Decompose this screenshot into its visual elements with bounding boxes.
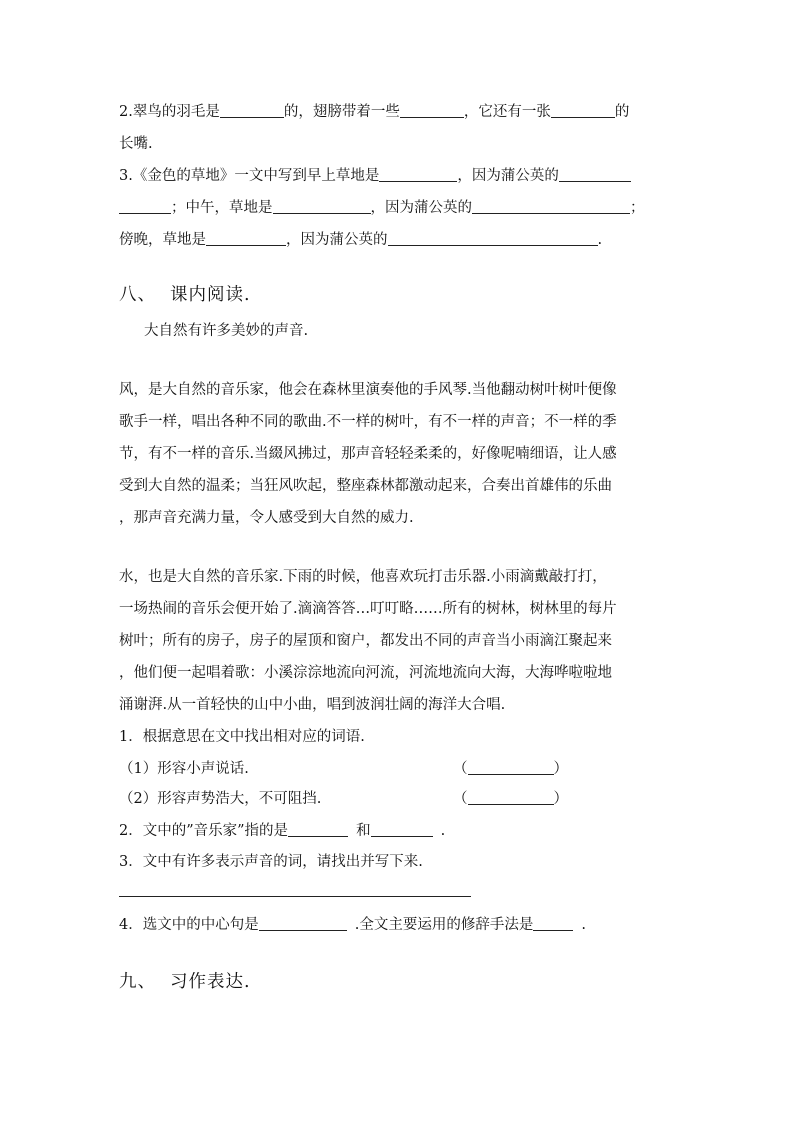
reading-q1b-answer xyxy=(453,789,568,809)
reading-q2-end: . xyxy=(440,823,446,839)
q3-l3c: . xyxy=(597,232,603,248)
paragraph-2-line: 树叶；所有的房子，房子的屋顶和窗户，都发出不同的声音当小雨滴江聚起来 xyxy=(119,633,612,649)
q2-line2: 长嘴. xyxy=(119,136,153,152)
answer-blank[interactable] xyxy=(273,198,371,214)
paren-open: （ xyxy=(453,761,468,777)
answer-blank[interactable] xyxy=(379,166,457,182)
q3-prefix: 3.《金色的草地》一文中写到早上草地是 xyxy=(119,168,380,184)
q2-mid1: 的，翅膀带着一些 xyxy=(283,104,400,120)
answer-blank[interactable] xyxy=(468,759,554,775)
answer-blank[interactable] xyxy=(259,915,347,931)
reading-q1a-text: （1）形容小声说话. xyxy=(119,761,249,777)
reading-q2 xyxy=(119,821,445,841)
reading-q4-prefix: 4．选文中的中心句是 xyxy=(119,917,259,933)
q3-l3a: 傍晚，草地是 xyxy=(119,232,206,248)
reading-q4-mid: .全文主要运用的修辞手法是 xyxy=(354,917,534,933)
q2-line1 xyxy=(119,102,629,122)
section-9-title: 习作表达. xyxy=(170,972,251,992)
paren-close: ） xyxy=(553,791,568,807)
answer-blank[interactable] xyxy=(468,789,554,805)
answer-blank[interactable] xyxy=(220,102,284,118)
paragraph-1-line: 节，有不一样的音乐.当綴风拂过，那声音轻轻柔柔的，好像呢喃细语，让人感 xyxy=(119,446,617,462)
paragraph-2-line: 一场热闹的音乐会便开始了.滴滴答答…叮叮略……所有的树林，树林里的每片 xyxy=(119,601,617,617)
answer-blank[interactable] xyxy=(288,821,348,837)
section-9-heading xyxy=(119,970,251,994)
reading-q1a xyxy=(119,759,249,779)
passage-title: 大自然有许多美妙的声音. xyxy=(144,323,309,339)
paren-open: （ xyxy=(453,791,468,807)
q3-l2b: ，因为蒲公英的 xyxy=(370,200,472,216)
paragraph-2-line: 水，也是大自然的音乐家.下雨的时候，他喜欢玩打击乐器.小雨滴戴敲打打， xyxy=(119,569,607,585)
q2-mid2: ，它还有一张 xyxy=(463,104,551,120)
reading-q2-prefix: 2．文中的”音乐家”指的是 xyxy=(119,823,289,839)
q3-l2c: ； xyxy=(630,200,645,216)
q3-mid1: ，因为蒲公英的 xyxy=(457,168,559,184)
answer-blank[interactable] xyxy=(119,198,171,214)
section-8-heading xyxy=(119,283,251,307)
q3-line3 xyxy=(119,230,602,250)
reading-q1b xyxy=(119,789,321,809)
reading-q4 xyxy=(119,915,586,935)
reading-q2-and: 和 xyxy=(356,823,371,839)
paragraph-2-line: 涌谢湃.从一首轻快的山中小曲，唱到波润壮阔的海洋大合唱. xyxy=(119,697,506,713)
answer-blank[interactable] xyxy=(551,102,615,118)
paren-close: ） xyxy=(553,761,568,777)
reading-q1: 1．根据意思在文中找出相对应的词语. xyxy=(119,729,365,745)
answer-blank[interactable] xyxy=(400,102,464,118)
answer-blank[interactable] xyxy=(472,198,630,214)
section-8-number: 八、 xyxy=(119,285,156,305)
section-9-number: 九、 xyxy=(119,972,156,992)
answer-blank[interactable] xyxy=(533,915,573,931)
answer-blank[interactable] xyxy=(206,230,286,246)
paragraph-1-line: ，那声音充满力量，令人感受到大自然的威力. xyxy=(119,510,414,526)
answer-blank[interactable] xyxy=(388,230,598,246)
section-8-title: 课内阅读. xyxy=(170,285,251,305)
q3-l2a: ；中午，草地是 xyxy=(171,200,273,216)
q3-line1 xyxy=(119,166,631,186)
paragraph-1-line: 受到大自然的温柔；当狂风吹起，整座森林都激动起来，合奏出首雄伟的乐曲 xyxy=(119,478,612,494)
reading-q1b-text: （2）形容声势浩大，不可阻挡. xyxy=(119,791,322,807)
q3-l3b: ，因为蒲公英的 xyxy=(286,232,388,248)
answer-blank[interactable] xyxy=(559,166,631,182)
paragraph-1-line: 风，是大自然的音乐家，他会在森林里演奏他的手风琴.当他翻动树叶树叶便像 xyxy=(119,382,617,398)
paragraph-2-line: ，他们便一起唱着歌：小溪淙淙地流向河流，河流地流向大海，大海哗啦啦地 xyxy=(119,665,612,681)
reading-q4-end: . xyxy=(581,917,586,933)
reading-q1a-answer xyxy=(453,759,568,779)
q2-prefix: 2.翠鸟的羽毛是 xyxy=(119,104,220,120)
reading-q3: 3．文中有许多表示声音的词，请找出并写下来. xyxy=(119,854,423,870)
answer-blank[interactable] xyxy=(371,821,433,837)
reading-q3-answer-line[interactable] xyxy=(119,896,471,897)
paragraph-1-line: 歌手一样，唱出各种不同的歌曲.不一样的树叶，有不一样的声音；不一样的季 xyxy=(119,414,617,430)
q3-line2 xyxy=(119,198,645,218)
q2-suffix: 的 xyxy=(614,104,630,120)
